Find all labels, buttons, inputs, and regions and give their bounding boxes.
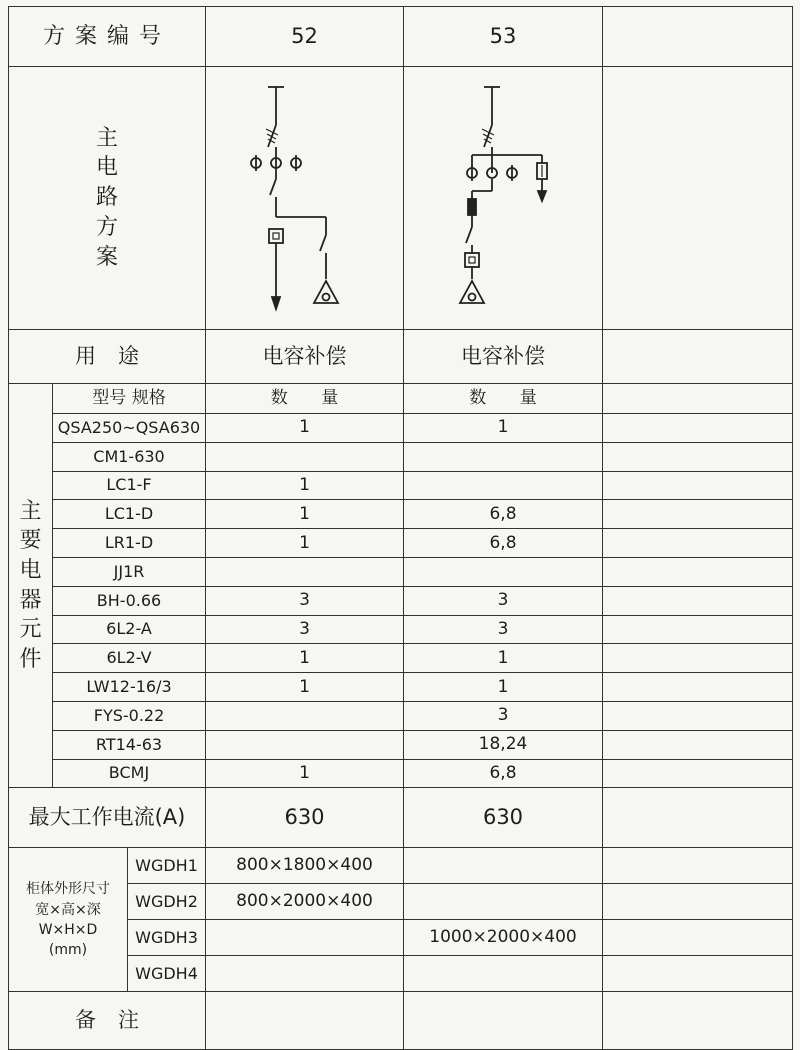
col-qty-header-53: 数 量 xyxy=(404,384,603,414)
component-extra xyxy=(603,586,793,615)
dimension-53 xyxy=(404,884,603,920)
component-row xyxy=(9,730,793,759)
component-row xyxy=(9,615,793,644)
max-current-extra xyxy=(603,788,793,848)
component-qty-53: 1 xyxy=(404,673,603,702)
component-qty-52: 1 xyxy=(206,529,404,558)
components-label-char: 元 xyxy=(19,617,42,643)
diagram-cell-53 xyxy=(404,67,603,330)
component-qty-52 xyxy=(206,557,404,586)
component-qty-53: 3 xyxy=(404,701,603,730)
notes-52 xyxy=(206,992,404,1050)
component-model: LC1-D xyxy=(53,500,206,529)
component-extra xyxy=(603,673,793,702)
component-model: LW12-16/3 xyxy=(53,673,206,702)
max-current-53: 630 xyxy=(404,788,603,848)
component-qty-53: 1 xyxy=(404,414,603,443)
component-row xyxy=(9,701,793,730)
component-row xyxy=(9,644,793,673)
dimension-extra xyxy=(603,848,793,884)
component-model: 6L2-A xyxy=(53,615,206,644)
component-model: BH-0.66 xyxy=(53,586,206,615)
scheme-table xyxy=(8,6,793,1050)
component-qty-52: 3 xyxy=(206,586,404,615)
dimension-52: 800×1800×400 xyxy=(206,848,404,884)
cabinet-model: WGDH1 xyxy=(128,848,206,884)
component-qty-52 xyxy=(206,442,404,471)
max-current-row xyxy=(9,788,793,848)
dimension-label-line: W×H×D xyxy=(38,921,98,938)
dimension-53 xyxy=(404,848,603,884)
components-label-char: 器 xyxy=(19,587,42,613)
max-current-label: 最大工作电流(A) xyxy=(9,788,206,848)
usage-52: 电容补偿 xyxy=(206,330,404,384)
component-row xyxy=(9,500,793,529)
component-extra xyxy=(603,529,793,558)
scheme-53-number: 53 xyxy=(404,7,603,67)
component-qty-53 xyxy=(404,557,603,586)
component-qty-52: 1 xyxy=(206,673,404,702)
component-row xyxy=(9,759,793,788)
component-qty-52: 1 xyxy=(206,414,404,443)
component-qty-53 xyxy=(404,471,603,500)
component-extra xyxy=(603,471,793,500)
dimension-52 xyxy=(206,920,404,956)
scheme-extra-number xyxy=(603,7,793,67)
circuit-label xyxy=(9,67,206,330)
usage-row xyxy=(9,330,793,384)
diagram-cell-extra xyxy=(603,67,793,330)
cabinet-model: WGDH3 xyxy=(128,920,206,956)
diagram-cell-52 xyxy=(206,67,404,330)
component-qty-53: 3 xyxy=(404,615,603,644)
component-row xyxy=(9,586,793,615)
dimension-row xyxy=(9,848,793,884)
component-extra xyxy=(603,442,793,471)
circuit-label-char: 主 xyxy=(95,125,118,151)
component-model: LR1-D xyxy=(53,529,206,558)
notes-label: 备注 xyxy=(9,992,206,1050)
usage-53: 电容补偿 xyxy=(404,330,603,384)
single-line-diagram-53-icon xyxy=(404,67,602,329)
notes-53 xyxy=(404,992,603,1050)
component-extra xyxy=(603,557,793,586)
usage-extra xyxy=(603,330,793,384)
component-row xyxy=(9,557,793,586)
max-current-52: 630 xyxy=(206,788,404,848)
dimension-label-line: (mm) xyxy=(48,942,88,959)
dimension-extra xyxy=(603,956,793,992)
component-qty-52: 1 xyxy=(206,471,404,500)
dimension-53 xyxy=(404,956,603,992)
component-row xyxy=(9,673,793,702)
notes-row xyxy=(9,992,793,1050)
cabinet-model: WGDH2 xyxy=(128,884,206,920)
component-qty-53: 6,8 xyxy=(404,759,603,788)
component-extra xyxy=(603,414,793,443)
component-model: CM1-630 xyxy=(53,442,206,471)
col-model-header: 型号 规格 xyxy=(53,384,206,414)
component-qty-52: 1 xyxy=(206,759,404,788)
cabinet-model: WGDH4 xyxy=(128,956,206,992)
components-label-char: 主 xyxy=(19,498,42,524)
dimension-label-line: 柜体外形尺寸 xyxy=(26,881,110,898)
component-qty-52 xyxy=(206,701,404,730)
component-model: FYS-0.22 xyxy=(53,701,206,730)
circuit-label-char: 方 xyxy=(95,214,118,240)
component-model: LC1-F xyxy=(53,471,206,500)
component-qty-53: 6,8 xyxy=(404,500,603,529)
dimension-extra xyxy=(603,884,793,920)
single-line-diagram-52-icon xyxy=(206,67,403,329)
component-extra xyxy=(603,730,793,759)
scheme-number-label: 方案编号 xyxy=(9,7,206,67)
scheme-52-number: 52 xyxy=(206,7,404,67)
component-qty-53: 1 xyxy=(404,644,603,673)
component-row xyxy=(9,442,793,471)
component-model: 6L2-V xyxy=(53,644,206,673)
col-qty-header-52: 数 量 xyxy=(206,384,404,414)
component-qty-53: 6,8 xyxy=(404,529,603,558)
component-qty-53: 3 xyxy=(404,586,603,615)
component-model: BCMJ xyxy=(53,759,206,788)
dimension-extra xyxy=(603,920,793,956)
component-extra xyxy=(603,701,793,730)
circuit-label-char: 电 xyxy=(95,155,118,181)
component-qty-53 xyxy=(404,442,603,471)
components-label-char: 件 xyxy=(19,647,42,673)
component-extra xyxy=(603,500,793,529)
circuit-label-char: 案 xyxy=(95,244,118,270)
component-qty-52: 1 xyxy=(206,644,404,673)
circuit-row xyxy=(9,67,793,330)
components-label-char: 电 xyxy=(19,557,42,583)
col-extra-header xyxy=(603,384,793,414)
dimension-label xyxy=(9,848,128,992)
dimension-label-line: 宽×高×深 xyxy=(35,901,101,918)
component-qty-52: 3 xyxy=(206,615,404,644)
component-qty-53: 18,24 xyxy=(404,730,603,759)
components-header-row xyxy=(9,384,793,414)
dimension-53: 1000×2000×400 xyxy=(404,920,603,956)
component-extra xyxy=(603,615,793,644)
header-row xyxy=(9,7,793,67)
circuit-label-char: 路 xyxy=(95,185,118,211)
component-qty-52 xyxy=(206,730,404,759)
components-group-label xyxy=(9,384,53,788)
usage-label: 用途 xyxy=(9,330,206,384)
component-extra xyxy=(603,759,793,788)
component-extra xyxy=(603,644,793,673)
dimension-52 xyxy=(206,956,404,992)
component-model: JJ1R xyxy=(53,557,206,586)
components-label-char: 要 xyxy=(19,528,42,554)
component-row xyxy=(9,414,793,443)
component-row xyxy=(9,529,793,558)
component-model: QSA250~QSA630 xyxy=(53,414,206,443)
component-row xyxy=(9,471,793,500)
component-qty-52: 1 xyxy=(206,500,404,529)
component-model: RT14-63 xyxy=(53,730,206,759)
dimension-52: 800×2000×400 xyxy=(206,884,404,920)
notes-extra xyxy=(603,992,793,1050)
